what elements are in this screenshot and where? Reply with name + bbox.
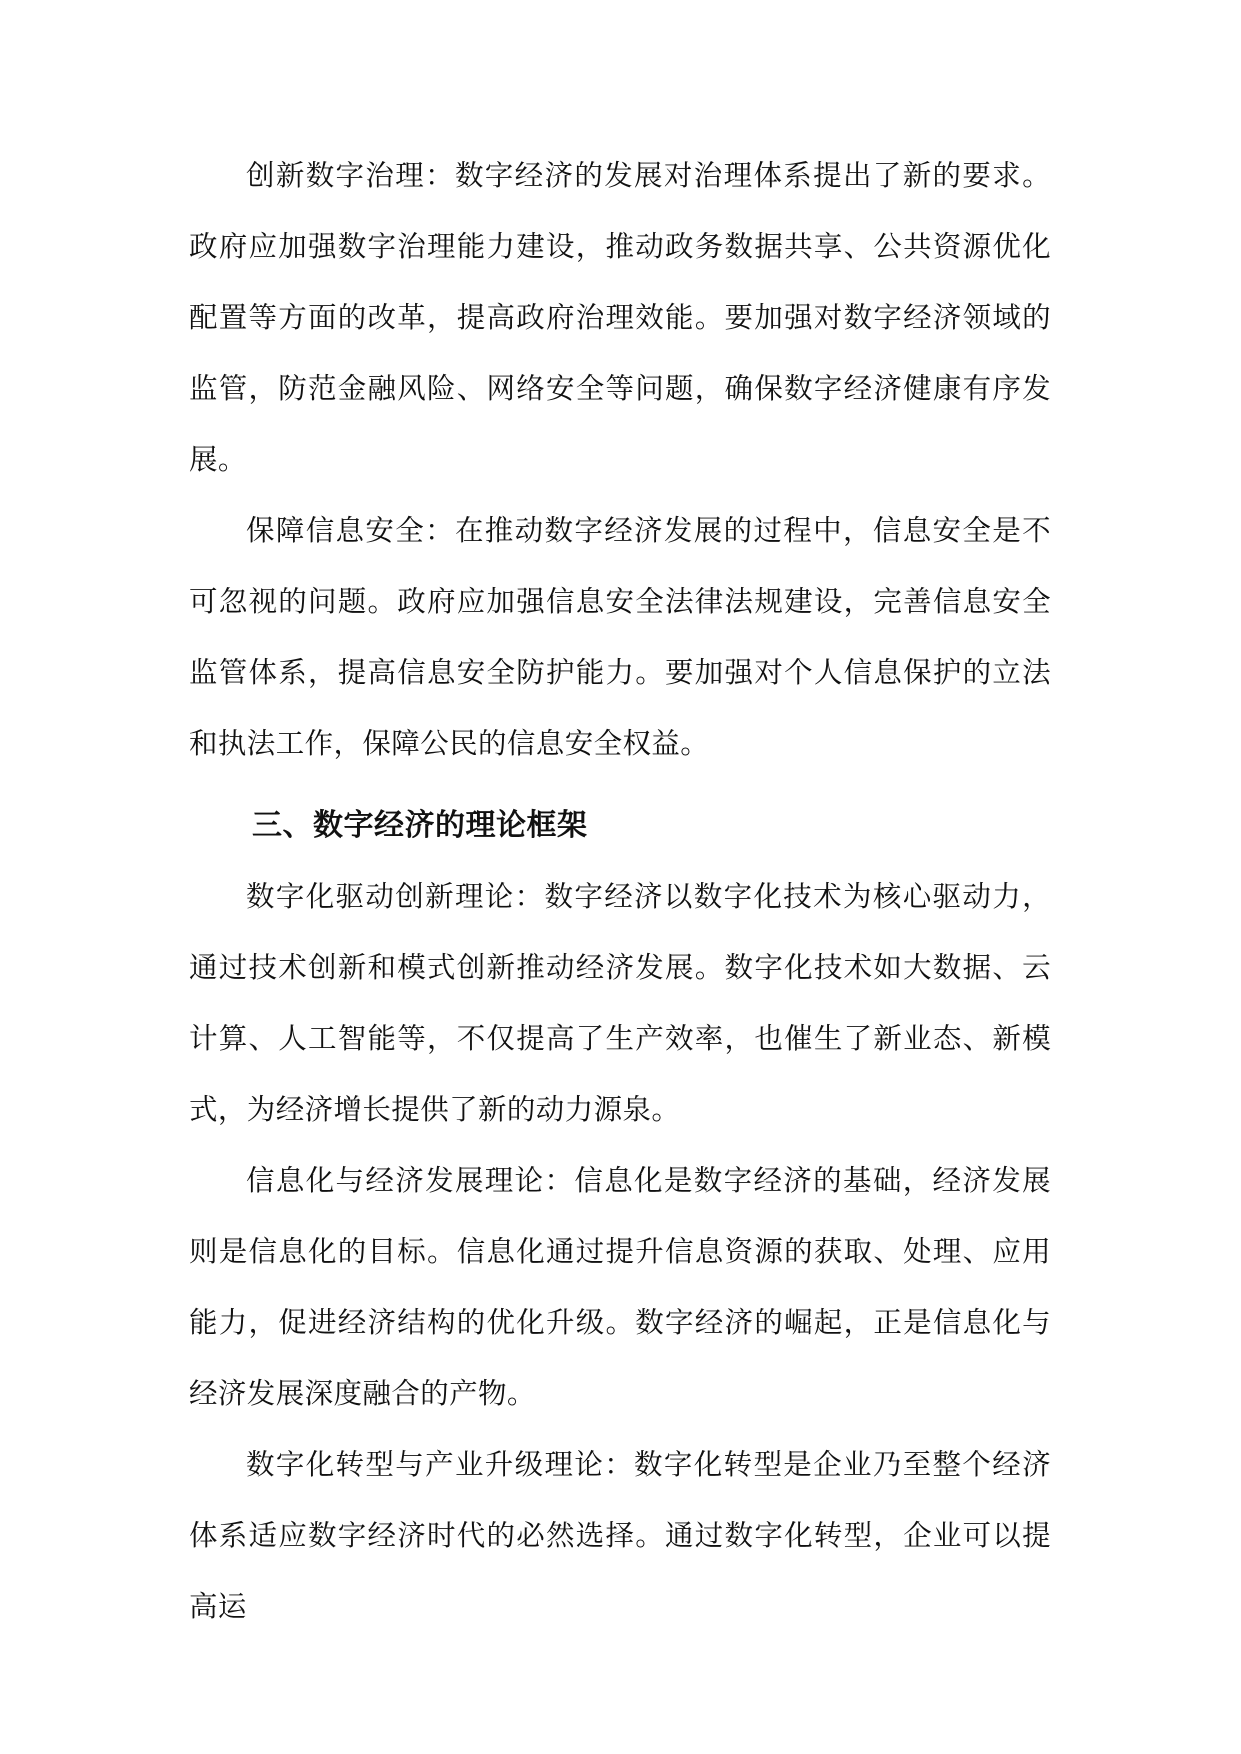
document-body: [189, 140, 1051, 1642]
section-heading: 三、数字经济的理论框架: [252, 808, 588, 843]
paragraph-informatization-theory: 信息化与经济发展理论：信息化是数字经济的基础，经济发展则是信息化的目标。信息化通过提升信息资源的获取、处理、应用能力，促进经济结构的优化升级。数字经济的崛起，正是信息化与经济发展深度融合的产物。: [189, 1164, 1051, 1410]
paragraph-digital-innovation-theory: 数字化驱动创新理论：数字经济以数字化技术为核心驱动力，通过技术创新和模式创新推动经济发展。数字化技术如大数据、云计算、人工智能等，不仅提高了生产效率，也催生了新业态、新模式，为经济增长提供了新的动力源泉。: [189, 880, 1051, 1126]
paragraph-digital-governance: 创新数字治理：数字经济的发展对治理体系提出了新的要求。政府应加强数字治理能力建设，推动政务数据共享、公共资源优化配置等方面的改革，提高政府治理效能。要加强对数字经济领域的监管，防范金融风险、网络安全等问题，确保数字经济健康有序发展。: [189, 159, 1051, 476]
paragraph-digital-transformation-theory: 数字化转型与产业升级理论：数字化转型是企业乃至整个经济体系适应数字经济时代的必然选择。通过数字化转型，企业可以提高运: [189, 1448, 1051, 1623]
paragraph-information-security: 保障信息安全：在推动数字经济发展的过程中，信息安全是不可忽视的问题。政府应加强信息安全法律法规建设，完善信息安全监管体系，提高信息安全防护能力。要加强对个人信息保护的立法和执法工作，保障公民的信息安全权益。: [189, 514, 1051, 760]
